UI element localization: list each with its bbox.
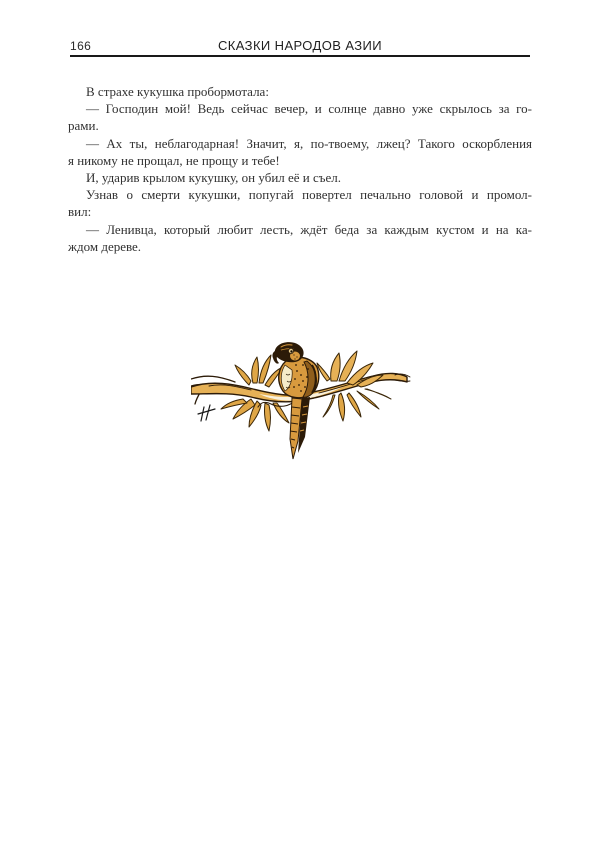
- text-line: вил:: [68, 204, 92, 220]
- text-line: рами.: [68, 118, 99, 134]
- parrot-illustration: [191, 341, 411, 467]
- story-text: [68, 83, 532, 255]
- text-line: — Ленивца, который любит лесть, ждёт беда за каждым кустом и на ка-: [86, 221, 532, 237]
- page-title: СКАЗКИ НАРОДОВ АЗИИ: [218, 38, 382, 53]
- leaves-left-bottom: [221, 399, 289, 431]
- text-line: я никому не прощал, не прощу и тебе!: [68, 152, 280, 168]
- text-line: ждом дереве.: [68, 238, 142, 254]
- page-number: 166: [70, 39, 92, 53]
- text-line: В страхе кукушка пробормотала:: [86, 84, 269, 99]
- header-rule: [70, 55, 530, 57]
- eye-pupil: [290, 350, 292, 352]
- running-head: [68, 38, 532, 54]
- text-line: И, ударив крылом кукушку, он убил её и съел.: [86, 169, 342, 185]
- leaves-right-bottom: [323, 389, 391, 421]
- signature-mark: [198, 405, 215, 421]
- text-line: — Господин мой! Ведь сейчас вечер, и солнце давно уже скрылось за го-: [86, 101, 532, 117]
- text-line: — Ах ты, неблагодарная! Значит, я, по-твоему, лжец? Такого оскорбления: [86, 135, 532, 151]
- text-line: Узнав о смерти кукушки, попугай повертел печально головой и промол-: [86, 187, 532, 203]
- leaves-right-top: [317, 351, 383, 387]
